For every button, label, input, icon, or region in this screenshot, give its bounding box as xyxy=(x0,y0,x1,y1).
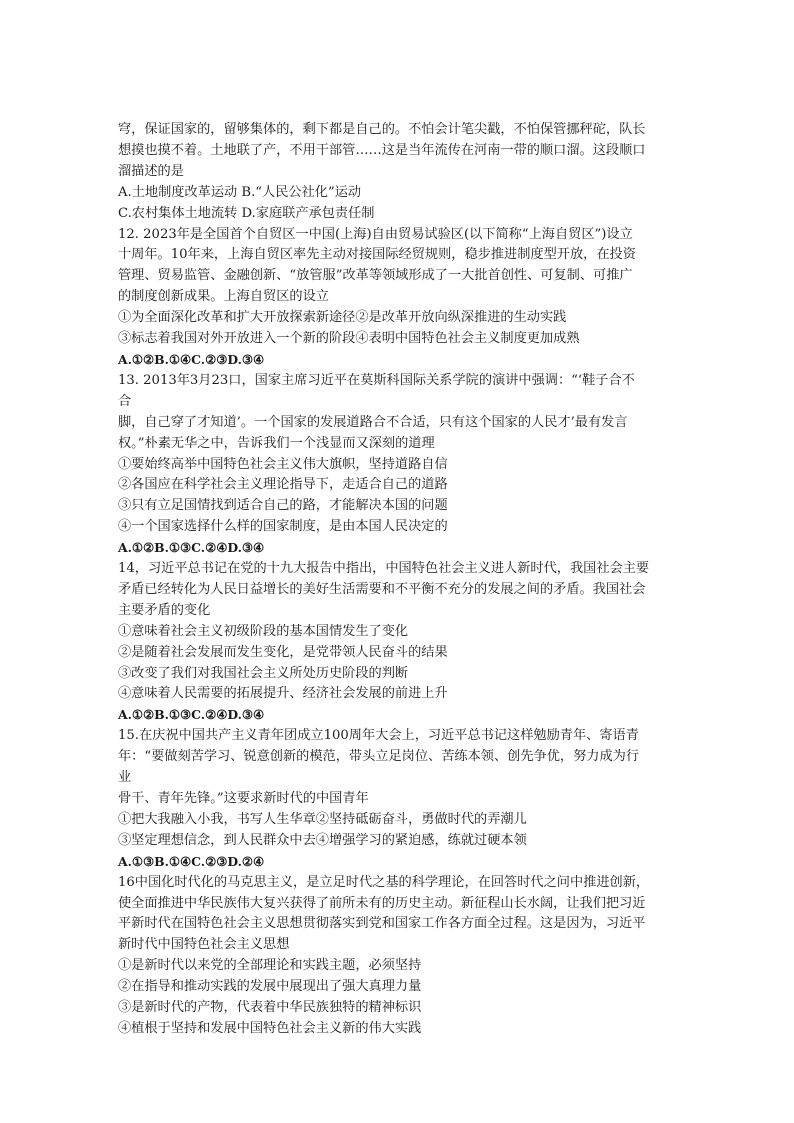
text-line: 主要矛盾的变化 xyxy=(118,602,211,618)
text-line: 年：“要做刻苦学习、锐意创新的模范，带头立足岗位、苦练本领、创先争优，努力成为行 xyxy=(118,749,640,765)
text-line: 矛盾已经转化为人民日益增长的美好生活需要和不平衡不充分的发展之间的矛盾。我国社会 xyxy=(118,581,646,597)
text-line: A.①②B.①③C.②④D.③④ xyxy=(118,707,265,723)
text-line: C.农村集体土地流转 D.家庭联产承包责任制 xyxy=(118,205,375,221)
text-line: 14，习近平总书记在党的十九大报告中指出，中国特色社会主义进人新时代，我国社会主要 xyxy=(118,561,650,577)
text-line: ②各国应在科学社会主义理论指导下，走适合自己的道路 xyxy=(118,477,448,493)
text-line: 13. 2013年3月23口，国家主席习近平在莫斯科国际关系学院的演讲中强调：“‘鞋子合不 xyxy=(118,372,635,388)
text-line: ④一个国家选择什么样的国家制度，是由本国人民决定的 xyxy=(118,519,448,535)
text-line: ②在指导和推动实践的发展中展现出了强大真理力量 xyxy=(118,979,422,995)
text-line: ①意味着社会主义初级阶段的基本国情发生了变化 xyxy=(118,623,409,639)
text-line: 12. 2023年是全国首个自贸区一中国(上海)自由贸易试验区(以下简称“上海自贸区”)设立 xyxy=(118,226,633,242)
text-line: 管理、贸易监管、金融创新、“放管服”改革等领域形成了一大批首创性、可复制、可推广 xyxy=(118,268,633,284)
exam-page xyxy=(118,120,678,1040)
text-line: 的制度创新成果。上海自贸区的设立 xyxy=(118,289,329,305)
text-line: ④意味着人民需要的拓展提升、经济社会发展的前进上升 xyxy=(118,686,448,702)
text-line: ①要始终高举中国特色社会主义伟大旗帜，坚持道路自信 xyxy=(118,456,448,472)
text-line: 溜描述的是 xyxy=(118,163,184,179)
text-line: ③标志着我国对外开放进入一个新的阶段④表明中国特色社会主义制度更加成熟 xyxy=(118,331,580,347)
text-line: ①为全面深化改革和扩大开放探索新途径②是改革开放向纵深推进的生动实践 xyxy=(118,310,567,326)
text-line: A.①②B.①③C.②④D.③④ xyxy=(118,540,265,556)
text-line: ②是随着社会发展而发生变化，是党带领人民奋斗的结果 xyxy=(118,644,448,660)
text-line: 合 xyxy=(118,393,132,409)
text-line: 新时代中国特色社会主义思想 xyxy=(118,937,290,953)
text-line: 骨干、青年先锋。”这要求新时代的中国青年 xyxy=(118,791,369,806)
text-line: 16中国化时代化的马克思主义，是立足时代之基的科学理论，在回答时代之问中推进创新， xyxy=(118,874,650,890)
text-line: 想摸也摸不着。土地联了产，不用干部管……这是当年流传在河南一带的顺口溜。这段顺口 xyxy=(118,142,646,158)
text-line: A.①②B.①④C.②③D.③④ xyxy=(118,351,265,367)
text-line: 脚，自己穿了才知道’。一个国家的发展道路合不合适，只有这个国家的人民才’最有发言 xyxy=(118,414,628,430)
text-line: ①把大我融入小我，书写人生华章②坚持砥砺奋斗，勇做时代的弄潮儿 xyxy=(118,811,527,827)
text-line: ③坚定理想信念，到人民群众中去④增强学习的紧迫感，练就过硬本领 xyxy=(118,832,527,848)
text-line: 使全面推进中华民族伟大复兴获得了前所未有的历史主动。新征程山长水阔，让我们把习近 xyxy=(118,895,646,911)
text-line: ①是新时代以来党的全部理论和实践主题，必须坚持 xyxy=(118,958,422,974)
text-line: 平新时代在国特色社会主义思想贯彻落实到党和国家工作各方面全过程。这是因为，习近平 xyxy=(118,916,646,932)
text-line: ④植根于坚持和发展中国特色社会主义新的伟大实践 xyxy=(118,1020,422,1036)
text-line: ③只有立足国情找到适合自己的路，才能解决本国的问题 xyxy=(118,498,448,514)
text-line: ③改变了我们对我国社会主义所处历史阶段的判断 xyxy=(118,665,409,681)
text-line: 业 xyxy=(118,770,132,786)
text-line: 权。”朴素无华之中，告诉我们一个浅显而又深刻的道理 xyxy=(118,435,435,451)
text-line: A.①③B.①④C.②③D.②④ xyxy=(118,853,265,869)
text-line: A.土地制度改革运动 B.“人民公社化”运动 xyxy=(118,184,362,200)
text-line: 穹，保证国家的，留够集体的，剩下都是自己的。不怕会计笔尖戳，不怕保管挪秤砣，队长 xyxy=(118,122,646,137)
text-line: 十周年。10年来，上海自贸区率先主动对接国际经贸规则，稳步推进制度型开放，在投资 xyxy=(118,247,636,263)
text-line: ③是新时代的产物，代表着中华民族独特的精神标识 xyxy=(118,1000,422,1016)
text-line: 15.在庆祝中国共产主义青年团成立100周年大会上，习近平总书记这样勉励青年、寄语青 xyxy=(118,728,639,744)
